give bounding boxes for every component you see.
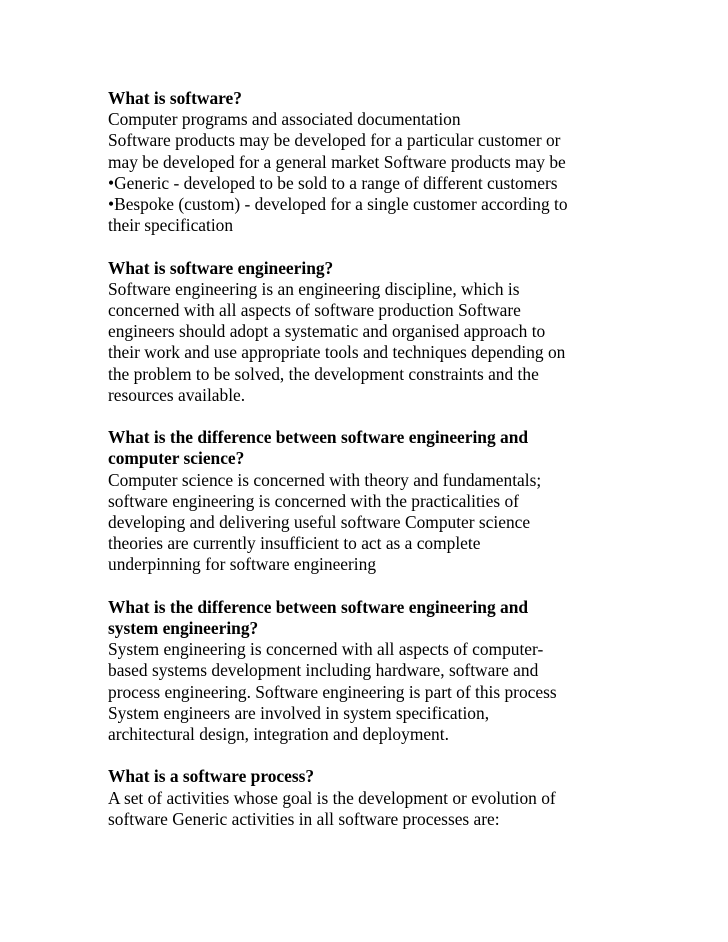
heading-line: computer science? — [108, 448, 245, 469]
body-line: engineers should adopt a systematic and organised approach to — [108, 321, 546, 342]
body-line: software engineering is concerned with the practicalities of — [108, 490, 519, 511]
section-se-vs-computer-science — [108, 427, 628, 575]
heading-line: What is the difference between software engineering and — [108, 596, 529, 617]
body-line: process engineering. Software engineering is part of this process — [108, 681, 557, 702]
heading-line: What is software? — [108, 88, 242, 108]
section-heading — [108, 766, 628, 787]
body-line: Computer science is concerned with theory and fundamentals; — [108, 469, 542, 490]
heading-line: What is a software process? — [108, 766, 315, 787]
body-line: theories are currently insufficient to act as a complete — [108, 533, 481, 554]
body-line: System engineers are involved in system specification, — [108, 702, 490, 723]
body-line: concerned with all aspects of software production Software — [108, 300, 521, 321]
body-line: software Generic activities in all software processes are: — [108, 808, 500, 829]
body-line: underpinning for software engineering — [108, 554, 377, 575]
bullet-line-bespoke: •Bespoke (custom) - developed for a single customer according to — [108, 194, 568, 215]
section-body — [108, 470, 628, 576]
heading-line: What is software engineering? — [108, 257, 334, 278]
heading-line: system engineering? — [108, 618, 259, 639]
body-line: System engineering is concerned with all aspects of computer- — [108, 639, 544, 660]
body-line: their work and use appropriate tools and techniques depending on — [108, 342, 566, 363]
section-what-is-software — [108, 88, 628, 236]
section-body — [108, 639, 628, 745]
section-heading — [108, 427, 628, 469]
body-line: developing and delivering useful software Computer science — [108, 512, 531, 533]
section-body — [108, 109, 628, 236]
body-line: Computer programs and associated documentation — [108, 109, 461, 130]
section-heading — [108, 88, 628, 109]
section-heading — [108, 597, 628, 639]
document-page — [108, 88, 628, 851]
section-body — [108, 788, 628, 830]
body-line: A set of activities whose goal is the development or evolution of — [108, 787, 556, 808]
section-heading — [108, 258, 628, 279]
body-line: architectural design, integration and deployment. — [108, 724, 449, 745]
heading-line: What is the difference between software engineering and — [108, 427, 529, 448]
section-se-vs-system-engineering — [108, 597, 628, 745]
body-line: may be developed for a general market Software products may be — [108, 151, 566, 172]
section-what-is-software-process — [108, 766, 628, 830]
body-line: their specification — [108, 215, 234, 236]
bullet-line-generic: •Generic - developed to be sold to a range of different customers — [108, 172, 558, 193]
section-body — [108, 279, 628, 406]
body-line: the problem to be solved, the development constraints and the — [108, 363, 539, 384]
body-line: Software products may be developed for a particular customer or — [108, 130, 561, 151]
body-line: Software engineering is an engineering discipline, which is — [108, 278, 520, 299]
body-line: based systems development including hardware, software and — [108, 660, 539, 681]
section-what-is-software-engineering — [108, 258, 628, 406]
body-line: resources available. — [108, 384, 246, 405]
